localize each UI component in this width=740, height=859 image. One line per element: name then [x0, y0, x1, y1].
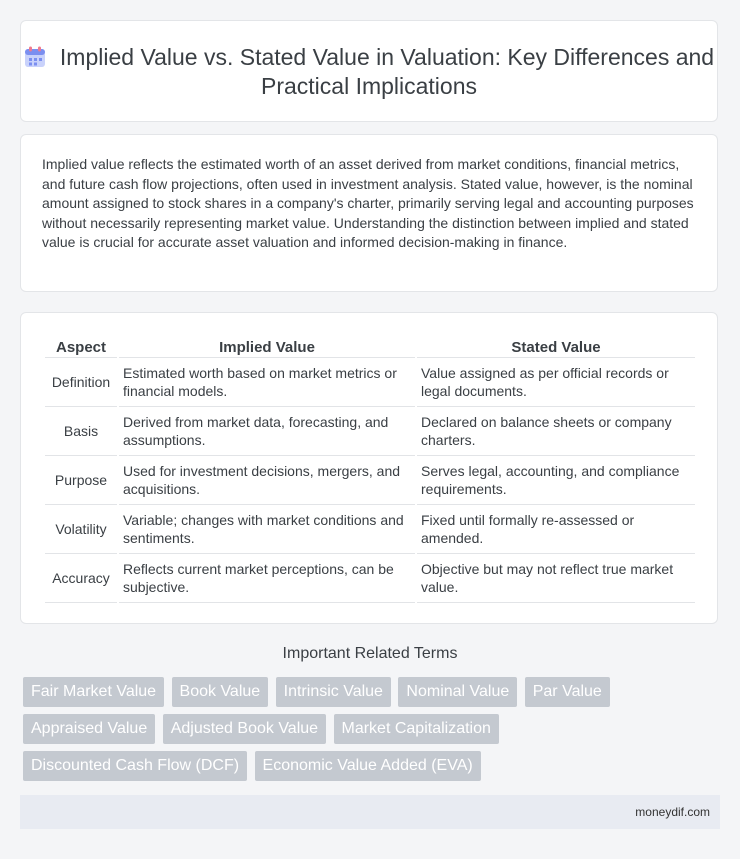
tag-book-value[interactable]: Book Value: [172, 677, 269, 707]
row-stated: Objective but may not reflect true market value.: [417, 554, 695, 603]
related-terms-heading: Important Related Terms: [282, 645, 458, 662]
row-aspect: Basis: [45, 407, 117, 456]
table-row: [45, 554, 695, 603]
tag-intrinsic-value[interactable]: Intrinsic Value: [276, 677, 391, 707]
row-stated: Declared on balance sheets or company charters.: [417, 407, 695, 456]
table-row: [45, 505, 695, 554]
header-stated-value: Stated Value: [417, 337, 695, 358]
table-row: [45, 407, 695, 456]
row-aspect: Purpose: [45, 456, 117, 505]
row-implied: Estimated worth based on market metrics or financial models.: [119, 358, 415, 407]
row-aspect: Accuracy: [45, 554, 117, 603]
tag-nominal-value[interactable]: Nominal Value: [398, 677, 517, 707]
footer: [20, 795, 720, 829]
header-aspect: Aspect: [45, 337, 117, 358]
header-implied-value: Implied Value: [119, 337, 415, 358]
tag-economic-value-added[interactable]: Economic Value Added (EVA): [255, 751, 481, 781]
page-title: Implied Value vs. Stated Value in Valuation: Key Differences and Practical Implications: [59, 44, 715, 99]
table-row: [45, 456, 695, 505]
table-row: [45, 358, 695, 407]
tag-appraised-value[interactable]: Appraised Value: [23, 714, 155, 744]
row-implied: Used for investment decisions, mergers, and acquisitions.: [119, 456, 415, 505]
calendar-icon: [24, 46, 46, 68]
comparison-card: [20, 312, 718, 624]
comparison-table: [43, 337, 697, 603]
row-implied: Derived from market data, forecasting, and assumptions.: [119, 407, 415, 456]
row-aspect: Definition: [45, 358, 117, 407]
row-stated: Value assigned as per official records or legal documents.: [417, 358, 695, 407]
row-aspect: Volatility: [45, 505, 117, 554]
row-implied: Variable; changes with market conditions and sentiments.: [119, 505, 415, 554]
tag-discounted-cash-flow[interactable]: Discounted Cash Flow (DCF): [23, 751, 247, 781]
intro-paragraph: Implied value reflects the estimated worth of an asset derived from market conditions, financial metrics, and future cash flow projections, often used in investment analysis. Stated value, however, is the nominal amount assigned to stock shares in a company's charter, primarily serving legal and accounting purposes without necessarily representing market value. Understanding the distinction between implied and stated value is crucial for accurate asset valuation and informed decision-making in finance.: [42, 156, 694, 251]
title-card: [20, 20, 718, 122]
page-title-wrap: [21, 43, 717, 101]
intro-card: [20, 134, 718, 292]
table-header-row: [45, 337, 695, 358]
tag-adjusted-book-value[interactable]: Adjusted Book Value: [163, 714, 326, 744]
tag-par-value[interactable]: Par Value: [525, 677, 610, 707]
footer-site-link[interactable]: moneydif.com: [635, 805, 710, 819]
tag-fair-market-value[interactable]: Fair Market Value: [23, 677, 164, 707]
tag-market-capitalization[interactable]: Market Capitalization: [334, 714, 499, 744]
row-stated: Serves legal, accounting, and compliance requirements.: [417, 456, 695, 505]
row-stated: Fixed until formally re-assessed or amended.: [417, 505, 695, 554]
row-implied: Reflects current market perceptions, can be subjective.: [119, 554, 415, 603]
related-terms-list: [23, 677, 713, 788]
